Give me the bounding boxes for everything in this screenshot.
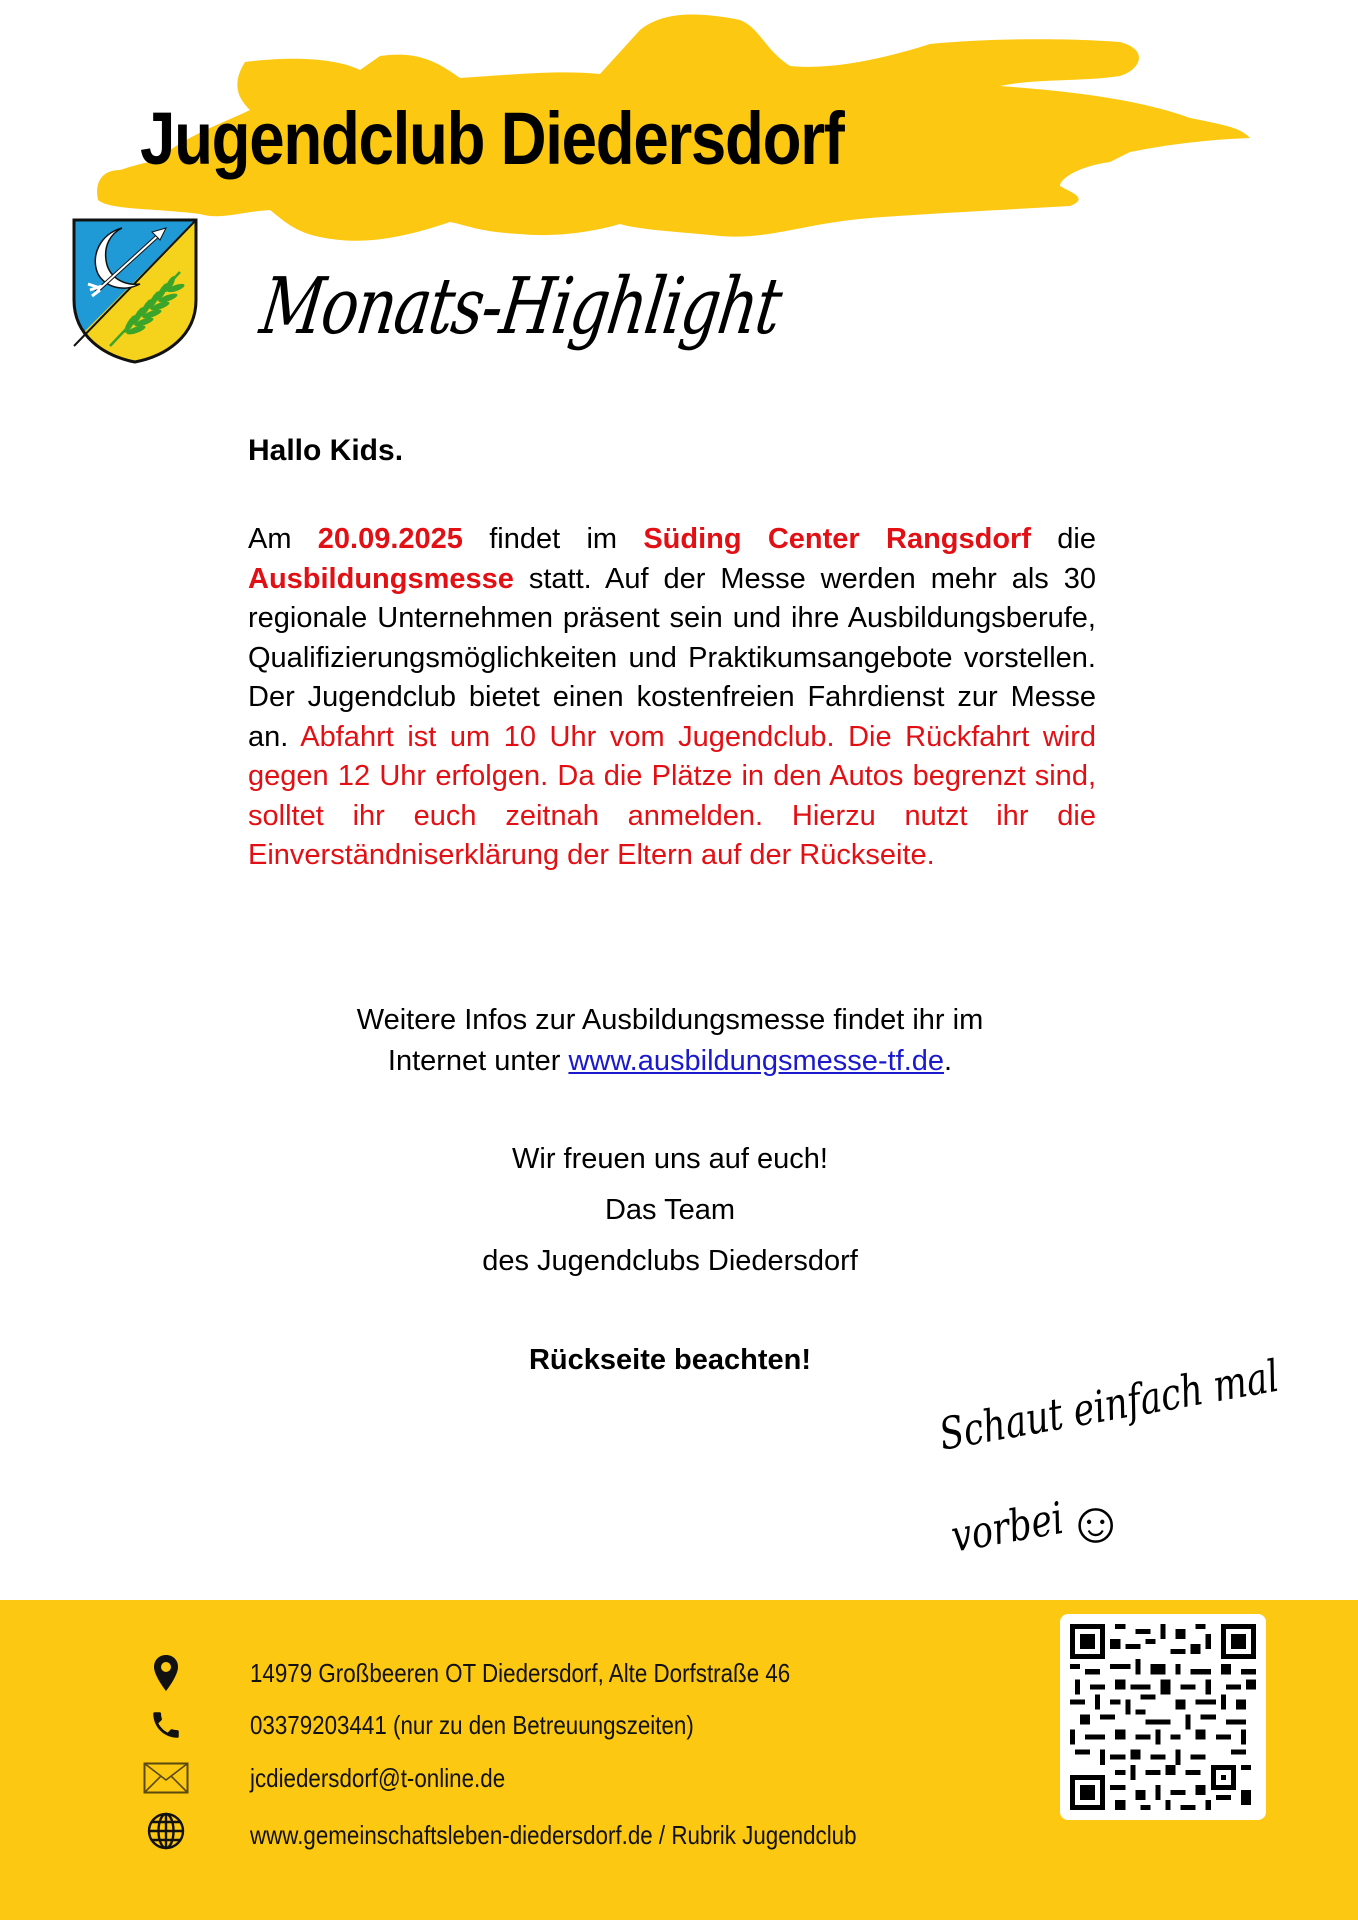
club-title: Jugendclub Diedersdorf <box>140 97 844 180</box>
contact-website <box>140 1808 857 1854</box>
handwritten-note-line-2: vorbei <box>947 1492 1068 1563</box>
more-info <box>200 1000 1140 1082</box>
event-name: Ausbildungsmesse <box>248 562 514 595</box>
greeting: Hallo Kids. <box>248 434 404 467</box>
paragraph-text: die <box>1031 523 1096 555</box>
paragraph-text: Am <box>248 523 318 555</box>
closing-line: des Jugendclubs Diedersdorf <box>482 1245 858 1277</box>
contact-email <box>140 1755 506 1801</box>
address-text: 14979 Großbeeren OT Diedersdorf, Alte Dorfstraße 46 <box>250 1657 791 1688</box>
location-pin-icon <box>140 1650 192 1696</box>
event-venue: Süding Center Rangsdorf <box>643 523 1032 555</box>
ausbildungsmesse-link[interactable]: www.ausbildungsmesse-tf.de <box>568 1045 945 1077</box>
closing-line: Das Team <box>604 1194 736 1226</box>
monats-highlight-heading: Monats-Highlight <box>255 262 786 352</box>
contact-phone <box>140 1702 694 1748</box>
closing-block <box>200 1134 1140 1287</box>
paragraph-text: statt. Auf der Messe werden mehr als 30 regionale Unternehmen präsent sein und ihre Ausbildungsberufe, Qualifizierungsmöglichkeiten und Praktikumsangebote vorstellen. Der Jugendclub bietet einen kostenfreien Fahrdienst zur Messe an. <box>248 562 1096 753</box>
contact-address <box>140 1650 791 1696</box>
info-line-1: Weitere Infos zur Ausbildungsmesse findet ihr im <box>356 1004 984 1036</box>
website-text[interactable]: www.gemeinschaftsleben-diedersdorf.de / Rubrik Jugendclub <box>250 1820 857 1850</box>
globe-icon <box>140 1808 192 1854</box>
qr-code-icon[interactable] <box>1060 1614 1266 1820</box>
coat-of-arms-icon <box>70 216 200 364</box>
smiley-icon: ☺ <box>1066 1490 1126 1555</box>
info-prefix: Internet unter <box>387 1045 569 1077</box>
info-line-2 <box>200 1041 1140 1082</box>
phone-text: 03379203441 (nur zu den Betreuungszeiten) <box>250 1709 694 1740</box>
email-text[interactable]: jcdiedersdorf@t-online.de <box>250 1762 506 1793</box>
transport-notice: Abfahrt ist um 10 Uhr vom Jugendclub. Die Rückfahrt wird gegen 12 Uhr erfolgen. Da die Plätze in den Autos begrenzt sind, solltet ihr euch zeitnah anmelden. Hierzu nutzt ihr die Einverständniserklärung der Eltern auf der Rückseite. <box>248 720 1096 871</box>
event-paragraph <box>248 520 1096 876</box>
envelope-icon <box>140 1755 192 1801</box>
closing-line: Wir freuen uns auf euch! <box>512 1143 828 1175</box>
back-side-note: Rückseite beachten! <box>528 1344 812 1376</box>
info-suffix: . <box>944 1045 953 1077</box>
event-date: 20.09.2025 <box>317 523 463 555</box>
paragraph-text: findet im <box>462 523 644 555</box>
phone-icon <box>140 1702 192 1748</box>
handwritten-note-line-1: Schaut einfach mal <box>935 1350 1283 1461</box>
